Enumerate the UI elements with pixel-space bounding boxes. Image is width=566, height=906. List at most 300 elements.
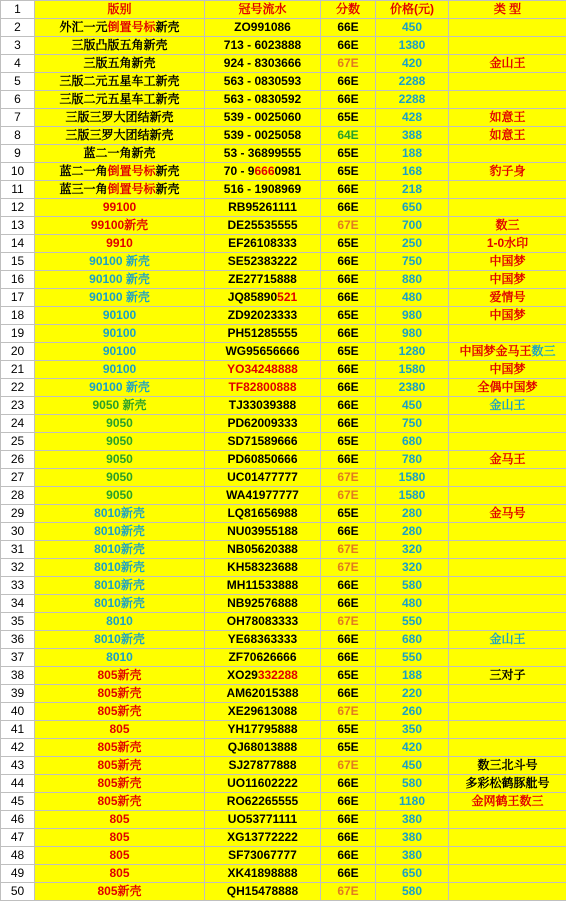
row-number[interactable]: 40 xyxy=(1,703,35,721)
row-number[interactable]: 11 xyxy=(1,181,35,199)
cell-price[interactable]: 580 xyxy=(376,775,449,793)
row-number[interactable]: 44 xyxy=(1,775,35,793)
cell-version[interactable] xyxy=(35,469,205,487)
column-header-serial[interactable]: 冠号流水 xyxy=(205,1,321,19)
cell-price[interactable]: 650 xyxy=(376,865,449,883)
cell-type[interactable] xyxy=(449,109,566,127)
cell-price[interactable]: 680 xyxy=(376,631,449,649)
cell-type[interactable] xyxy=(449,505,566,523)
cell-price[interactable]: 2380 xyxy=(376,379,449,397)
cell-price[interactable]: 700 xyxy=(376,217,449,235)
cell-score[interactable]: 67E xyxy=(321,541,376,559)
cell-score[interactable]: 67E xyxy=(321,55,376,73)
cell-version[interactable] xyxy=(35,883,205,901)
cell-type[interactable] xyxy=(449,829,566,847)
cell-type[interactable] xyxy=(449,685,566,703)
cell-serial[interactable] xyxy=(205,415,321,433)
cell-version[interactable] xyxy=(35,163,205,181)
cell-type[interactable] xyxy=(449,397,566,415)
cell-score[interactable]: 66E xyxy=(321,415,376,433)
cell-version[interactable] xyxy=(35,325,205,343)
cell-type[interactable] xyxy=(449,487,566,505)
cell-price[interactable]: 450 xyxy=(376,397,449,415)
cell-type[interactable] xyxy=(449,343,566,361)
row-number[interactable]: 50 xyxy=(1,883,35,901)
row-number[interactable]: 41 xyxy=(1,721,35,739)
row-number[interactable]: 3 xyxy=(1,37,35,55)
cell-type[interactable] xyxy=(449,883,566,901)
cell-type[interactable] xyxy=(449,739,566,757)
cell-version[interactable] xyxy=(35,73,205,91)
cell-type[interactable] xyxy=(449,577,566,595)
cell-type[interactable] xyxy=(449,847,566,865)
cell-serial[interactable] xyxy=(205,271,321,289)
cell-price[interactable]: 680 xyxy=(376,433,449,451)
cell-type[interactable] xyxy=(449,433,566,451)
cell-price[interactable]: 1380 xyxy=(376,37,449,55)
row-number[interactable]: 30 xyxy=(1,523,35,541)
cell-serial[interactable] xyxy=(205,631,321,649)
cell-serial[interactable] xyxy=(205,253,321,271)
cell-price[interactable]: 320 xyxy=(376,559,449,577)
cell-score[interactable]: 66E xyxy=(321,271,376,289)
cell-price[interactable]: 280 xyxy=(376,523,449,541)
cell-price[interactable]: 980 xyxy=(376,307,449,325)
cell-serial[interactable] xyxy=(205,451,321,469)
cell-score[interactable]: 66E xyxy=(321,685,376,703)
row-number[interactable]: 36 xyxy=(1,631,35,649)
cell-price[interactable]: 750 xyxy=(376,253,449,271)
row-number[interactable]: 12 xyxy=(1,199,35,217)
cell-type[interactable] xyxy=(449,613,566,631)
cell-version[interactable] xyxy=(35,145,205,163)
cell-serial[interactable] xyxy=(205,181,321,199)
cell-serial[interactable] xyxy=(205,667,321,685)
row-number[interactable]: 2 xyxy=(1,19,35,37)
cell-version[interactable] xyxy=(35,811,205,829)
column-header-type[interactable]: 类 型 xyxy=(449,1,566,19)
row-number[interactable]: 13 xyxy=(1,217,35,235)
cell-version[interactable] xyxy=(35,415,205,433)
cell-version[interactable] xyxy=(35,307,205,325)
cell-type[interactable] xyxy=(449,721,566,739)
cell-version[interactable] xyxy=(35,37,205,55)
cell-score[interactable]: 66E xyxy=(321,253,376,271)
cell-type[interactable] xyxy=(449,757,566,775)
cell-type[interactable] xyxy=(449,145,566,163)
cell-serial[interactable] xyxy=(205,559,321,577)
cell-score[interactable]: 66E xyxy=(321,325,376,343)
cell-price[interactable]: 320 xyxy=(376,541,449,559)
cell-version[interactable] xyxy=(35,793,205,811)
cell-price[interactable]: 420 xyxy=(376,55,449,73)
cell-serial[interactable] xyxy=(205,109,321,127)
row-number[interactable]: 43 xyxy=(1,757,35,775)
row-number[interactable]: 23 xyxy=(1,397,35,415)
cell-version[interactable] xyxy=(35,577,205,595)
cell-version[interactable] xyxy=(35,253,205,271)
cell-serial[interactable] xyxy=(205,91,321,109)
cell-type[interactable] xyxy=(449,163,566,181)
row-number[interactable]: 39 xyxy=(1,685,35,703)
cell-score[interactable]: 66E xyxy=(321,361,376,379)
cell-score[interactable]: 67E xyxy=(321,757,376,775)
cell-type[interactable] xyxy=(449,631,566,649)
cell-version[interactable] xyxy=(35,91,205,109)
cell-version[interactable] xyxy=(35,397,205,415)
cell-price[interactable]: 428 xyxy=(376,109,449,127)
cell-version[interactable] xyxy=(35,433,205,451)
cell-type[interactable] xyxy=(449,181,566,199)
cell-score[interactable]: 65E xyxy=(321,163,376,181)
cell-type[interactable] xyxy=(449,559,566,577)
cell-serial[interactable] xyxy=(205,811,321,829)
cell-price[interactable]: 780 xyxy=(376,451,449,469)
cell-version[interactable] xyxy=(35,757,205,775)
cell-version[interactable] xyxy=(35,361,205,379)
cell-version[interactable] xyxy=(35,217,205,235)
cell-price[interactable]: 380 xyxy=(376,829,449,847)
cell-type[interactable] xyxy=(449,415,566,433)
row-number[interactable]: 33 xyxy=(1,577,35,595)
cell-score[interactable]: 66E xyxy=(321,91,376,109)
cell-version[interactable] xyxy=(35,739,205,757)
cell-price[interactable]: 250 xyxy=(376,235,449,253)
row-number[interactable]: 15 xyxy=(1,253,35,271)
cell-score[interactable]: 66E xyxy=(321,289,376,307)
cell-price[interactable]: 450 xyxy=(376,19,449,37)
cell-version[interactable] xyxy=(35,685,205,703)
cell-version[interactable] xyxy=(35,289,205,307)
cell-score[interactable]: 66E xyxy=(321,37,376,55)
cell-version[interactable] xyxy=(35,487,205,505)
row-number[interactable]: 19 xyxy=(1,325,35,343)
row-number[interactable]: 8 xyxy=(1,127,35,145)
cell-price[interactable]: 280 xyxy=(376,505,449,523)
cell-score[interactable]: 65E xyxy=(321,721,376,739)
row-number[interactable]: 37 xyxy=(1,649,35,667)
cell-type[interactable] xyxy=(449,307,566,325)
cell-serial[interactable] xyxy=(205,433,321,451)
cell-score[interactable]: 67E xyxy=(321,469,376,487)
row-number[interactable]: 7 xyxy=(1,109,35,127)
cell-version[interactable] xyxy=(35,865,205,883)
cell-version[interactable] xyxy=(35,181,205,199)
cell-serial[interactable] xyxy=(205,847,321,865)
cell-price[interactable]: 350 xyxy=(376,721,449,739)
row-number[interactable]: 5 xyxy=(1,73,35,91)
cell-version[interactable] xyxy=(35,721,205,739)
cell-score[interactable]: 65E xyxy=(321,307,376,325)
cell-version[interactable] xyxy=(35,595,205,613)
cell-serial[interactable] xyxy=(205,325,321,343)
cell-score[interactable]: 66E xyxy=(321,19,376,37)
cell-type[interactable] xyxy=(449,865,566,883)
cell-score[interactable]: 67E xyxy=(321,487,376,505)
cell-score[interactable]: 65E xyxy=(321,145,376,163)
row-number[interactable]: 22 xyxy=(1,379,35,397)
cell-score[interactable]: 66E xyxy=(321,865,376,883)
cell-price[interactable]: 580 xyxy=(376,883,449,901)
cell-serial[interactable] xyxy=(205,685,321,703)
cell-version[interactable] xyxy=(35,703,205,721)
cell-score[interactable]: 66E xyxy=(321,451,376,469)
cell-serial[interactable] xyxy=(205,505,321,523)
cell-score[interactable]: 66E xyxy=(321,793,376,811)
cell-score[interactable]: 67E xyxy=(321,217,376,235)
row-number[interactable]: 49 xyxy=(1,865,35,883)
row-number[interactable]: 32 xyxy=(1,559,35,577)
cell-price[interactable]: 480 xyxy=(376,595,449,613)
cell-price[interactable]: 1580 xyxy=(376,487,449,505)
cell-type[interactable] xyxy=(449,73,566,91)
row-number[interactable]: 27 xyxy=(1,469,35,487)
cell-version[interactable] xyxy=(35,235,205,253)
cell-serial[interactable] xyxy=(205,577,321,595)
cell-type[interactable] xyxy=(449,379,566,397)
row-number[interactable]: 46 xyxy=(1,811,35,829)
cell-score[interactable]: 65E xyxy=(321,433,376,451)
cell-serial[interactable] xyxy=(205,361,321,379)
cell-price[interactable]: 880 xyxy=(376,271,449,289)
cell-price[interactable]: 550 xyxy=(376,649,449,667)
row-number[interactable]: 16 xyxy=(1,271,35,289)
cell-version[interactable] xyxy=(35,343,205,361)
cell-type[interactable] xyxy=(449,451,566,469)
cell-type[interactable] xyxy=(449,127,566,145)
cell-score[interactable]: 66E xyxy=(321,379,376,397)
cell-serial[interactable] xyxy=(205,541,321,559)
cell-version[interactable] xyxy=(35,667,205,685)
cell-serial[interactable] xyxy=(205,523,321,541)
cell-version[interactable] xyxy=(35,19,205,37)
column-header-score[interactable]: 分数 xyxy=(321,1,376,19)
row-number[interactable]: 6 xyxy=(1,91,35,109)
cell-score[interactable]: 66E xyxy=(321,775,376,793)
row-number[interactable]: 47 xyxy=(1,829,35,847)
cell-price[interactable]: 550 xyxy=(376,613,449,631)
row-number[interactable]: 45 xyxy=(1,793,35,811)
cell-version[interactable] xyxy=(35,379,205,397)
cell-score[interactable]: 65E xyxy=(321,109,376,127)
cell-type[interactable] xyxy=(449,811,566,829)
cell-type[interactable] xyxy=(449,217,566,235)
cell-score[interactable]: 66E xyxy=(321,199,376,217)
cell-version[interactable] xyxy=(35,127,205,145)
cell-serial[interactable] xyxy=(205,613,321,631)
cell-type[interactable] xyxy=(449,649,566,667)
cell-type[interactable] xyxy=(449,253,566,271)
cell-serial[interactable] xyxy=(205,703,321,721)
cell-price[interactable]: 420 xyxy=(376,739,449,757)
cell-price[interactable]: 450 xyxy=(376,757,449,775)
row-number[interactable]: 38 xyxy=(1,667,35,685)
cell-serial[interactable] xyxy=(205,397,321,415)
cell-type[interactable] xyxy=(449,289,566,307)
cell-serial[interactable] xyxy=(205,775,321,793)
row-number[interactable]: 14 xyxy=(1,235,35,253)
cell-price[interactable]: 480 xyxy=(376,289,449,307)
cell-score[interactable]: 66E xyxy=(321,181,376,199)
cell-version[interactable] xyxy=(35,649,205,667)
cell-serial[interactable] xyxy=(205,469,321,487)
cell-version[interactable] xyxy=(35,559,205,577)
cell-price[interactable]: 220 xyxy=(376,685,449,703)
cell-version[interactable] xyxy=(35,199,205,217)
cell-score[interactable]: 65E xyxy=(321,343,376,361)
cell-serial[interactable] xyxy=(205,217,321,235)
cell-serial[interactable] xyxy=(205,127,321,145)
cell-type[interactable] xyxy=(449,55,566,73)
cell-score[interactable]: 66E xyxy=(321,649,376,667)
cell-price[interactable]: 1580 xyxy=(376,361,449,379)
cell-score[interactable]: 66E xyxy=(321,847,376,865)
cell-price[interactable]: 1580 xyxy=(376,469,449,487)
cell-type[interactable] xyxy=(449,19,566,37)
cell-version[interactable] xyxy=(35,523,205,541)
cell-type[interactable] xyxy=(449,361,566,379)
cell-type[interactable] xyxy=(449,199,566,217)
cell-serial[interactable] xyxy=(205,721,321,739)
cell-score[interactable]: 66E xyxy=(321,631,376,649)
row-number[interactable]: 17 xyxy=(1,289,35,307)
row-number[interactable]: 24 xyxy=(1,415,35,433)
cell-price[interactable]: 168 xyxy=(376,163,449,181)
column-header-version[interactable]: 版别 xyxy=(35,1,205,19)
cell-type[interactable] xyxy=(449,235,566,253)
cell-type[interactable] xyxy=(449,271,566,289)
cell-type[interactable] xyxy=(449,793,566,811)
row-number[interactable]: 28 xyxy=(1,487,35,505)
row-number[interactable]: 26 xyxy=(1,451,35,469)
cell-score[interactable]: 67E xyxy=(321,883,376,901)
cell-score[interactable]: 66E xyxy=(321,73,376,91)
cell-price[interactable]: 260 xyxy=(376,703,449,721)
column-header-price[interactable]: 价格(元) xyxy=(376,1,449,19)
cell-serial[interactable] xyxy=(205,55,321,73)
cell-serial[interactable] xyxy=(205,757,321,775)
row-number[interactable]: 1 xyxy=(1,1,35,19)
cell-serial[interactable] xyxy=(205,19,321,37)
cell-score[interactable]: 66E xyxy=(321,523,376,541)
cell-score[interactable]: 65E xyxy=(321,739,376,757)
cell-price[interactable]: 1280 xyxy=(376,343,449,361)
cell-score[interactable]: 65E xyxy=(321,667,376,685)
row-number[interactable]: 21 xyxy=(1,361,35,379)
cell-type[interactable] xyxy=(449,325,566,343)
cell-serial[interactable] xyxy=(205,865,321,883)
cell-type[interactable] xyxy=(449,523,566,541)
row-number[interactable]: 48 xyxy=(1,847,35,865)
row-number[interactable]: 29 xyxy=(1,505,35,523)
cell-version[interactable] xyxy=(35,829,205,847)
cell-score[interactable]: 65E xyxy=(321,505,376,523)
cell-serial[interactable] xyxy=(205,793,321,811)
cell-serial[interactable] xyxy=(205,343,321,361)
cell-serial[interactable] xyxy=(205,739,321,757)
cell-type[interactable] xyxy=(449,541,566,559)
cell-price[interactable]: 580 xyxy=(376,577,449,595)
cell-score[interactable]: 67E xyxy=(321,703,376,721)
cell-type[interactable] xyxy=(449,91,566,109)
cell-score[interactable]: 67E xyxy=(321,559,376,577)
row-number[interactable]: 42 xyxy=(1,739,35,757)
cell-price[interactable]: 380 xyxy=(376,847,449,865)
cell-version[interactable] xyxy=(35,613,205,631)
cell-score[interactable]: 67E xyxy=(321,613,376,631)
cell-serial[interactable] xyxy=(205,595,321,613)
row-number[interactable]: 4 xyxy=(1,55,35,73)
cell-version[interactable] xyxy=(35,451,205,469)
cell-price[interactable]: 1180 xyxy=(376,793,449,811)
cell-serial[interactable] xyxy=(205,37,321,55)
cell-serial[interactable] xyxy=(205,649,321,667)
row-number[interactable]: 34 xyxy=(1,595,35,613)
cell-version[interactable] xyxy=(35,847,205,865)
cell-type[interactable] xyxy=(449,37,566,55)
row-number[interactable]: 20 xyxy=(1,343,35,361)
cell-score[interactable]: 66E xyxy=(321,829,376,847)
cell-serial[interactable] xyxy=(205,883,321,901)
cell-price[interactable]: 2288 xyxy=(376,73,449,91)
cell-price[interactable]: 188 xyxy=(376,145,449,163)
cell-score[interactable]: 65E xyxy=(321,235,376,253)
cell-serial[interactable] xyxy=(205,163,321,181)
row-number[interactable]: 35 xyxy=(1,613,35,631)
cell-score[interactable]: 66E xyxy=(321,811,376,829)
row-number[interactable]: 18 xyxy=(1,307,35,325)
cell-price[interactable]: 388 xyxy=(376,127,449,145)
cell-version[interactable] xyxy=(35,271,205,289)
cell-type[interactable] xyxy=(449,775,566,793)
cell-price[interactable]: 650 xyxy=(376,199,449,217)
cell-serial[interactable] xyxy=(205,73,321,91)
cell-version[interactable] xyxy=(35,775,205,793)
cell-type[interactable] xyxy=(449,469,566,487)
cell-version[interactable] xyxy=(35,109,205,127)
row-number[interactable]: 31 xyxy=(1,541,35,559)
cell-serial[interactable] xyxy=(205,145,321,163)
cell-type[interactable] xyxy=(449,595,566,613)
cell-price[interactable]: 2288 xyxy=(376,91,449,109)
row-number[interactable]: 25 xyxy=(1,433,35,451)
cell-serial[interactable] xyxy=(205,379,321,397)
cell-score[interactable]: 66E xyxy=(321,595,376,613)
cell-score[interactable]: 64E xyxy=(321,127,376,145)
cell-price[interactable]: 218 xyxy=(376,181,449,199)
cell-serial[interactable] xyxy=(205,199,321,217)
cell-serial[interactable] xyxy=(205,487,321,505)
row-number[interactable]: 9 xyxy=(1,145,35,163)
cell-version[interactable] xyxy=(35,55,205,73)
cell-type[interactable] xyxy=(449,703,566,721)
cell-serial[interactable] xyxy=(205,289,321,307)
cell-serial[interactable] xyxy=(205,829,321,847)
row-number[interactable]: 10 xyxy=(1,163,35,181)
cell-type[interactable] xyxy=(449,667,566,685)
cell-version[interactable] xyxy=(35,631,205,649)
cell-price[interactable]: 380 xyxy=(376,811,449,829)
cell-price[interactable]: 750 xyxy=(376,415,449,433)
cell-score[interactable]: 66E xyxy=(321,397,376,415)
cell-score[interactable]: 66E xyxy=(321,577,376,595)
cell-version[interactable] xyxy=(35,505,205,523)
cell-serial[interactable] xyxy=(205,307,321,325)
cell-serial[interactable] xyxy=(205,235,321,253)
cell-price[interactable]: 980 xyxy=(376,325,449,343)
cell-price[interactable]: 188 xyxy=(376,667,449,685)
cell-version[interactable] xyxy=(35,541,205,559)
